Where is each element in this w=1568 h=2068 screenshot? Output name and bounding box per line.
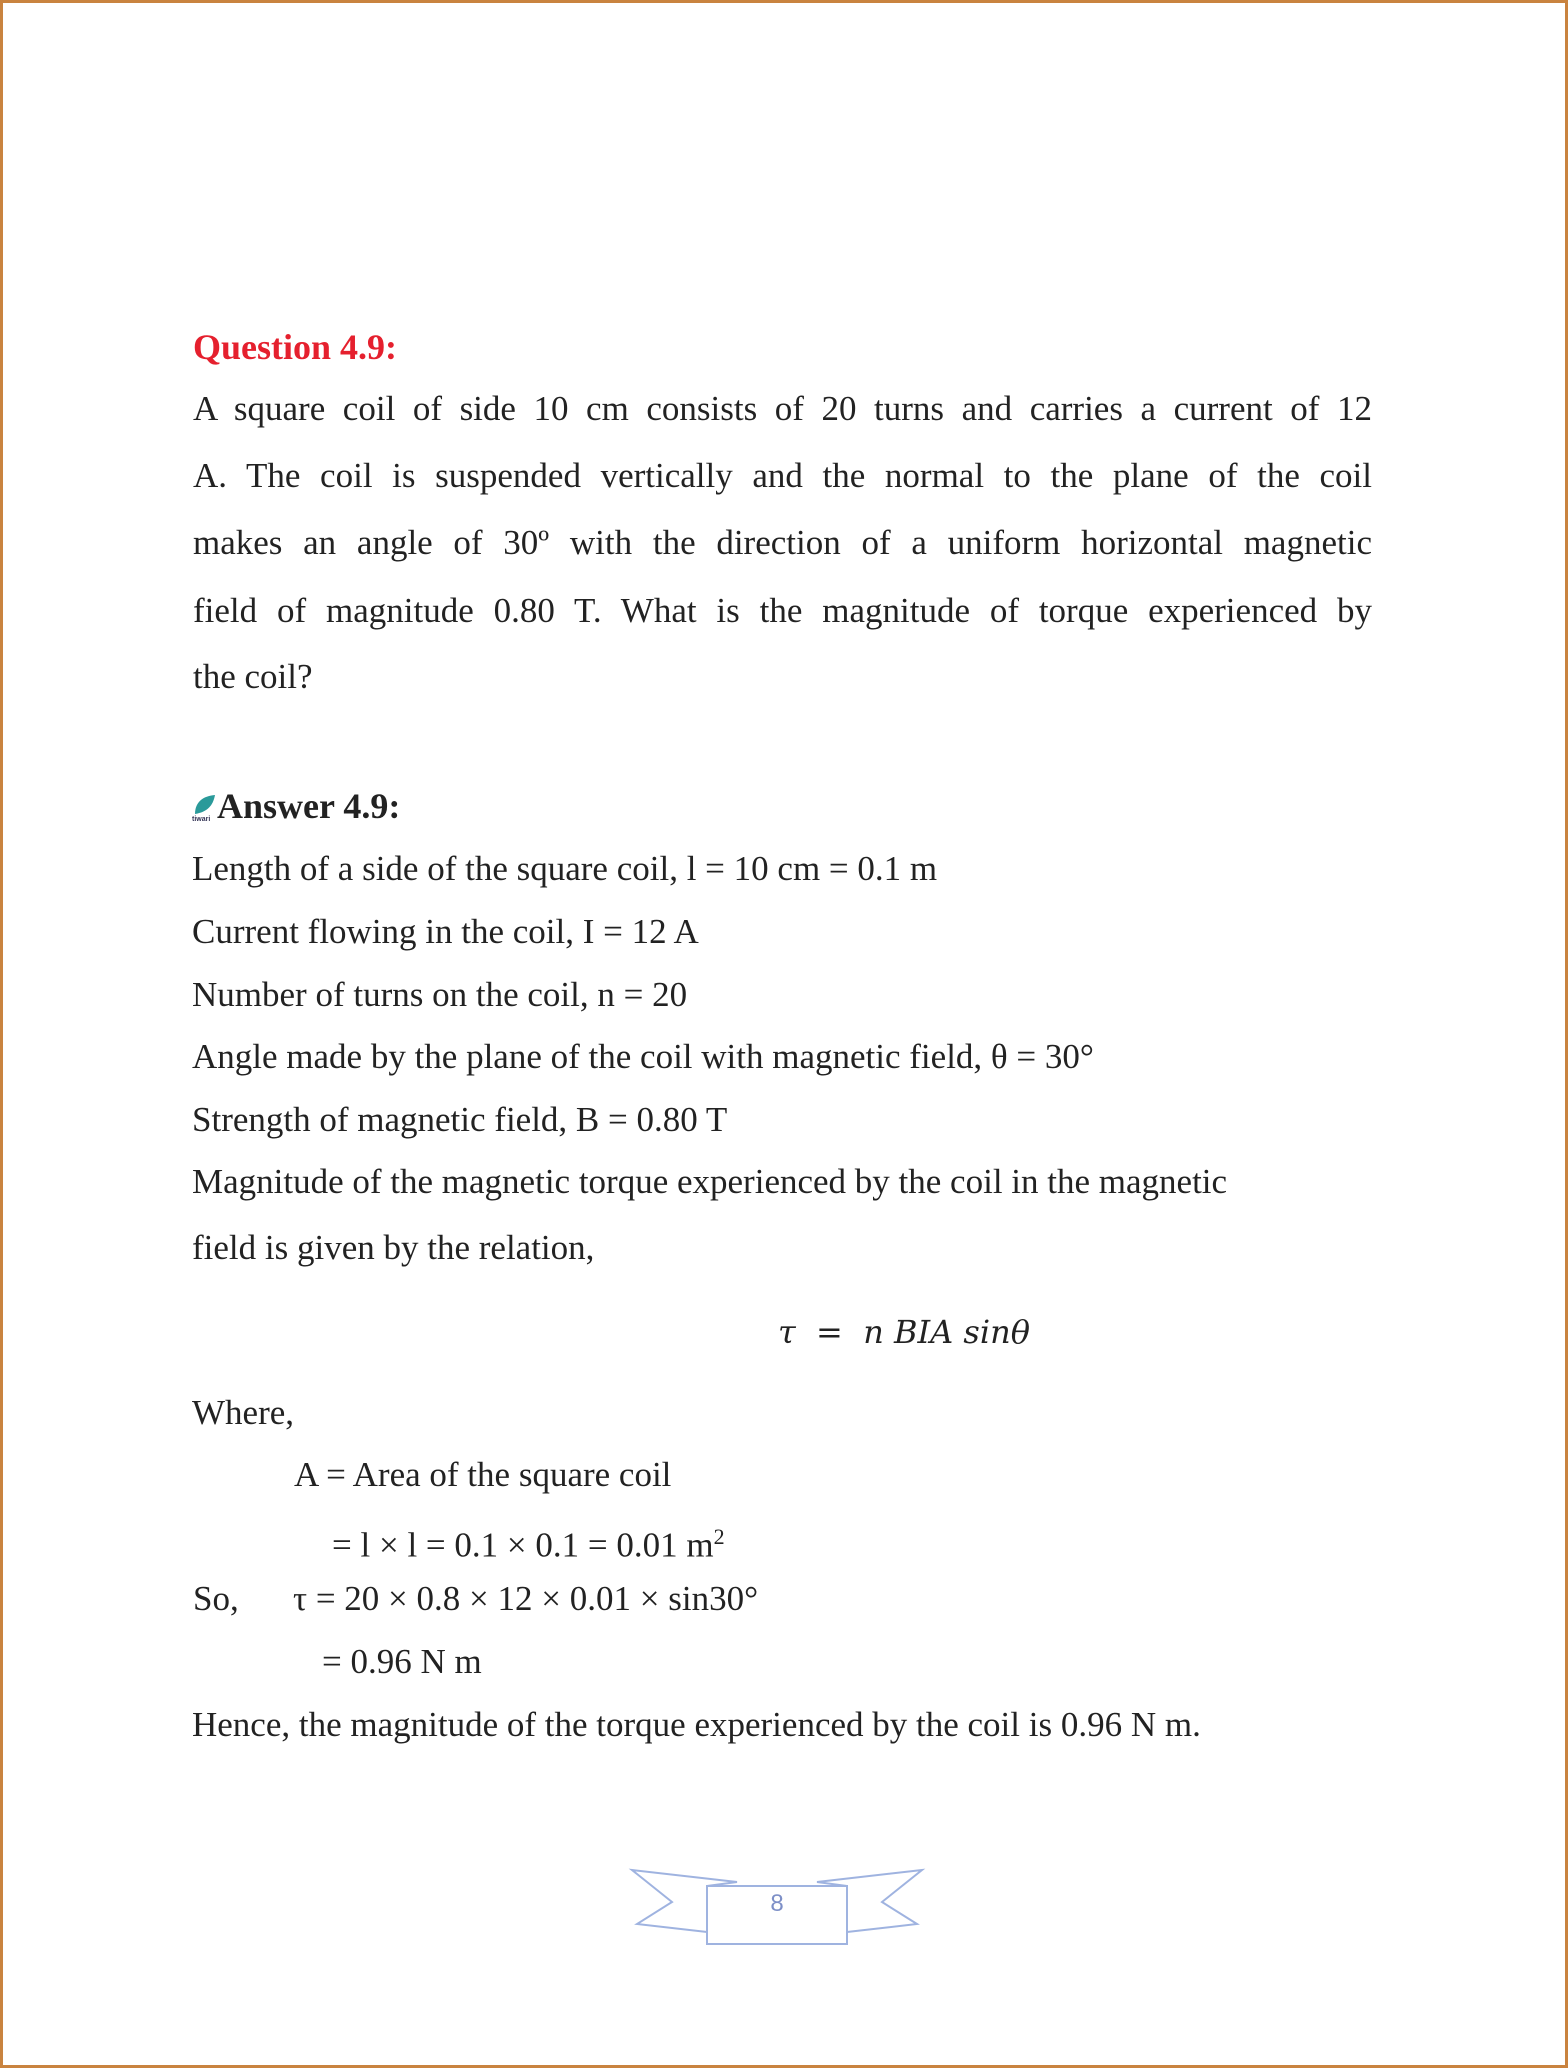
answer-line: Current flowing in the coil, I = 12 A: [192, 912, 699, 951]
answer-line: field is given by the relation,: [192, 1228, 595, 1267]
answer-heading-row: [191, 786, 400, 826]
question-line: A. The coil is suspended vertically and the normal to the plane of the coil: [193, 456, 1372, 495]
tiwari-logo-icon: [191, 790, 217, 820]
torque-result: = 0.96 N m: [322, 1642, 482, 1681]
answer-line: Number of turns on the coil, n = 20: [192, 975, 688, 1014]
area-calculation: [332, 1517, 725, 1566]
answer-line: Length of a side of the square coil, l = 10 cm = 0.1 m: [192, 849, 938, 888]
answer-heading: Answer 4.9:: [217, 786, 401, 826]
question-heading: Question 4.9:: [193, 327, 398, 367]
question-line: the coil?: [193, 657, 313, 696]
torque-formula: τ = n BIA sinθ: [778, 1313, 1030, 1351]
answer-line: Angle made by the plane of the coil with magnetic field, θ = 30°: [192, 1037, 1094, 1076]
answer-line: Magnitude of the magnetic torque experienced by the coil in the magnetic: [192, 1162, 1228, 1201]
answer-line: Strength of magnetic field, B = 0.80 T: [192, 1100, 728, 1139]
torque-calculation: τ = 20 × 0.8 × 12 × 0.01 × sin30°: [293, 1579, 759, 1618]
where-label: Where,: [192, 1393, 295, 1432]
area-definition: A = Area of the square coil: [294, 1455, 672, 1494]
conclusion: Hence, the magnitude of the torque experienced by the coil is 0.96 N m.: [192, 1705, 1201, 1744]
so-label: So,: [193, 1579, 239, 1618]
question-line: makes an angle of 30º with the direction of a uniform horizontal magnetic: [193, 523, 1372, 562]
area-exponent: 2: [713, 1524, 725, 1549]
question-line: A square coil of side 10 cm consists of 20 turns and carries a current of 12: [193, 389, 1372, 428]
svg-text:tiwari: tiwari: [192, 816, 211, 822]
page-number: 8: [770, 1890, 784, 1917]
area-calc-text: = l × l = 0.1 × 0.1 = 0.01 m: [332, 1525, 714, 1565]
page-number-banner: [627, 1862, 927, 1952]
question-line: field of magnitude 0.80 T. What is the magnitude of torque experienced by: [193, 591, 1372, 630]
